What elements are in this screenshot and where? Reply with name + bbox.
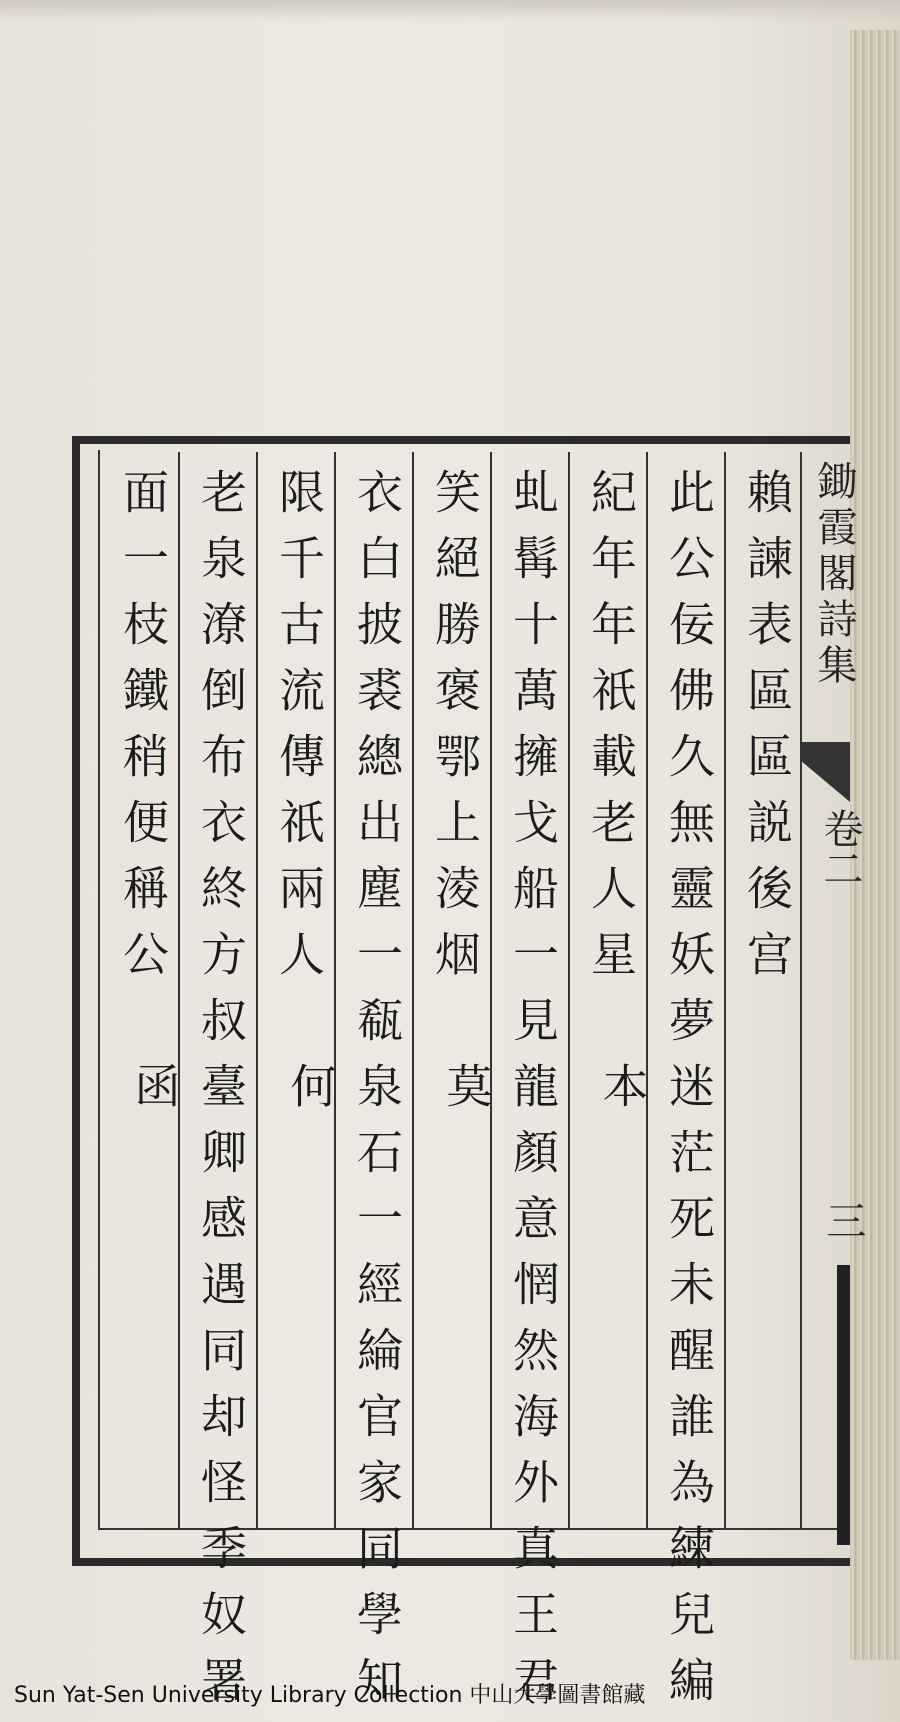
column-rule: [412, 452, 414, 1530]
column-rule: [646, 452, 648, 1530]
margin-black-bar: [837, 1265, 850, 1545]
library-caption: Sun Yat-Sen University Library Collection 中山大學圖書館藏: [14, 1683, 646, 1708]
text-column-5: 笑絕勝褒鄂上淩烟: [428, 468, 482, 996]
text-column-4: 虬髯十萬擁戈船一見龍顏意惘然海外真王君莫: [439, 468, 560, 1722]
margin-book-title: 鋤霞閣詩集: [811, 460, 857, 690]
column-rule: [334, 452, 336, 1530]
column-rule: [568, 452, 570, 1530]
margin-page-number: 三: [820, 1200, 866, 1240]
column-rule: [490, 452, 492, 1530]
text-column-1: 賴諫表區區説後宫: [740, 468, 794, 996]
text-column-9: 面一枝鐵稍便稱公: [116, 468, 170, 996]
text-column-2: 此公佞佛久無靈妖夢迷茫死未醒誰為練兒編本: [595, 468, 716, 1722]
margin-volume: 卷二: [817, 808, 863, 888]
column-rule: [724, 452, 726, 1530]
column-rule: [800, 452, 802, 1530]
column-rule: [256, 452, 258, 1530]
page-top-shadow: [0, 0, 900, 22]
text-column-7: 限千古流傳祇兩人: [272, 468, 326, 996]
text-column-6: 衣白披裘總出塵一瓻泉石一經綸官家同學知何: [283, 468, 404, 1722]
text-column-3: 紀年年祇載老人星: [584, 468, 638, 996]
column-rule: [178, 452, 180, 1530]
text-column-8: 老泉潦倒布衣終方叔臺卿感遇同却怪季奴署函: [127, 468, 248, 1722]
